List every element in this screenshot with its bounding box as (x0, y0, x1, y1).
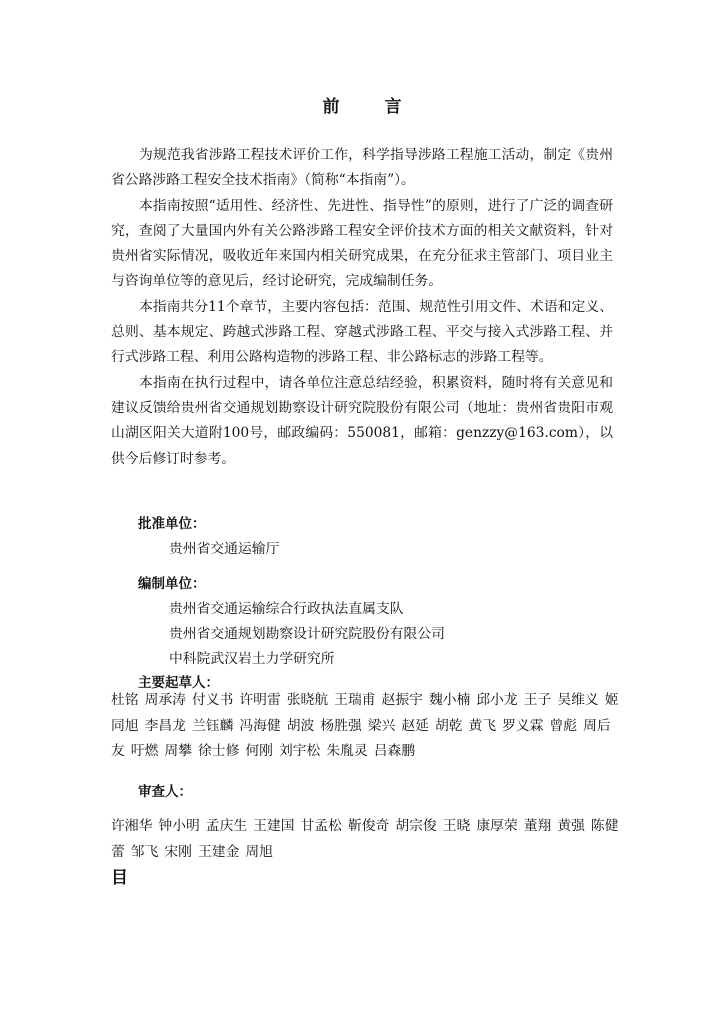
person-name: 何刚 (245, 743, 273, 759)
person-name: 王建国 (253, 818, 295, 834)
person-name: 朱胤灵 (326, 743, 368, 759)
person-name: 孟庆生 (205, 818, 248, 834)
person-name: 黄强 (557, 818, 585, 834)
person-name: 周旭 (245, 843, 273, 860)
person-name: 周攀 (164, 743, 192, 759)
person-name: 钟小明 (158, 818, 200, 834)
preface-paragraph-2: 本指南按照“适用性、经济性、先进性、指导性”的原则，进行了广泛的调查研究，查阅了大量国内外有关公路涉路工程安全评价技术方面的相关文献资料，针对贵州省实际情况，吸收近年来国内相关研究成果，在充分征求主管部门、项目业主与咨询单位等的意见后，经讨论研究，完成编制任务。 (111, 197, 613, 290)
person-name: 王晓 (442, 818, 471, 834)
person-name: 陈健蕾 (111, 818, 619, 860)
page-title: 前 言 (322, 97, 416, 117)
reviewers-label: 审查人： (138, 784, 192, 800)
person-name: 邱小龙 (476, 692, 518, 708)
person-name: 周后友 (111, 717, 611, 759)
person-name: 周承涛 (144, 692, 186, 708)
person-name: 邹飞 (130, 843, 159, 860)
editor-unit: 贵州省交通运输综合行政执法直属支队 (169, 601, 404, 617)
person-name: 吁燃 (130, 743, 159, 759)
person-name: 吕森鹏 (373, 743, 416, 759)
editor-unit: 中科院武汉岩土力学研究所 (169, 651, 335, 667)
person-name: 魏小楠 (428, 692, 471, 708)
person-name: 罗义霖 (502, 717, 544, 734)
person-name: 王子 (523, 692, 552, 708)
reviewers-list (111, 814, 621, 865)
person-name: 赵延 (401, 717, 429, 734)
person-name: 甘孟松 (300, 818, 342, 834)
person-name: 许明雷 (239, 692, 281, 708)
person-name: 冯海健 (239, 717, 281, 734)
person-name: 梁兴 (367, 717, 396, 734)
person-name: 曾彪 (549, 717, 578, 734)
person-name: 赵振宇 (381, 692, 423, 708)
person-name: 黄飞 (468, 717, 497, 734)
preface-body (111, 143, 613, 472)
person-name: 张晓航 (286, 692, 329, 708)
preface-paragraph-3: 本指南共分11个章节，主要内容包括：范围、规范性引用文件、术语和定义、总则、基本规定、跨越式涉路工程、穿越式涉路工程、平交与接入式涉路工程、并行式涉路工程、利用公路构造物的涉路工程、非公路标志的涉路工程等。 (111, 298, 613, 366)
person-name: 胡宗俊 (395, 818, 437, 834)
approval-unit: 贵州省交通运输厅 (169, 541, 280, 557)
next-section-heading: 目 (111, 868, 128, 888)
person-name: 靳俊奇 (347, 818, 390, 834)
person-name: 吴维义 (557, 692, 599, 708)
preface-paragraph-4: 本指南在执行过程中，请各单位注意总结经验，积累资料，随时将有关意见和建议反馈给贵州省交通规划勘察设计研究院股份有限公司（地址：贵州省贵阳市观山湖区阳关大道附100号，邮政编码：550081，邮箱：genzzy@163.com），以供今后修订时参考。 (111, 374, 613, 467)
person-name: 姬同旭 (111, 692, 619, 734)
person-name: 宋刚 (164, 843, 192, 860)
person-name: 徐士修 (197, 743, 240, 759)
person-name: 李昌龙 (144, 717, 186, 734)
person-name: 王建金 (197, 843, 240, 860)
person-name: 胡乾 (434, 717, 463, 734)
approval-label: 批准单位： (138, 516, 206, 532)
person-name: 许湘华 (111, 818, 153, 834)
drafters-list (111, 688, 621, 765)
person-name: 杨胜强 (320, 717, 362, 734)
person-name: 康厚荣 (476, 818, 518, 834)
editors-label: 编制单位： (138, 576, 206, 592)
person-name: 刘宇松 (278, 743, 321, 759)
person-name: 王瑞甫 (334, 692, 376, 708)
drafters-label: 主要起草人： (138, 675, 219, 691)
person-name: 兰钰麟 (191, 717, 234, 734)
editor-unit: 贵州省交通规划勘察设计研究院股份有限公司 (169, 626, 445, 642)
person-name: 付义书 (191, 692, 234, 708)
person-name: 董翔 (523, 818, 552, 834)
person-name: 胡波 (286, 717, 315, 734)
preface-paragraph-1: 为规范我省涉路工程技术评价工作，科学指导涉路工程施工活动，制定《贵州省公路涉路工程安全技术指南》（简称“本指南”）。 (111, 147, 613, 189)
person-name: 杜铭 (111, 692, 139, 708)
